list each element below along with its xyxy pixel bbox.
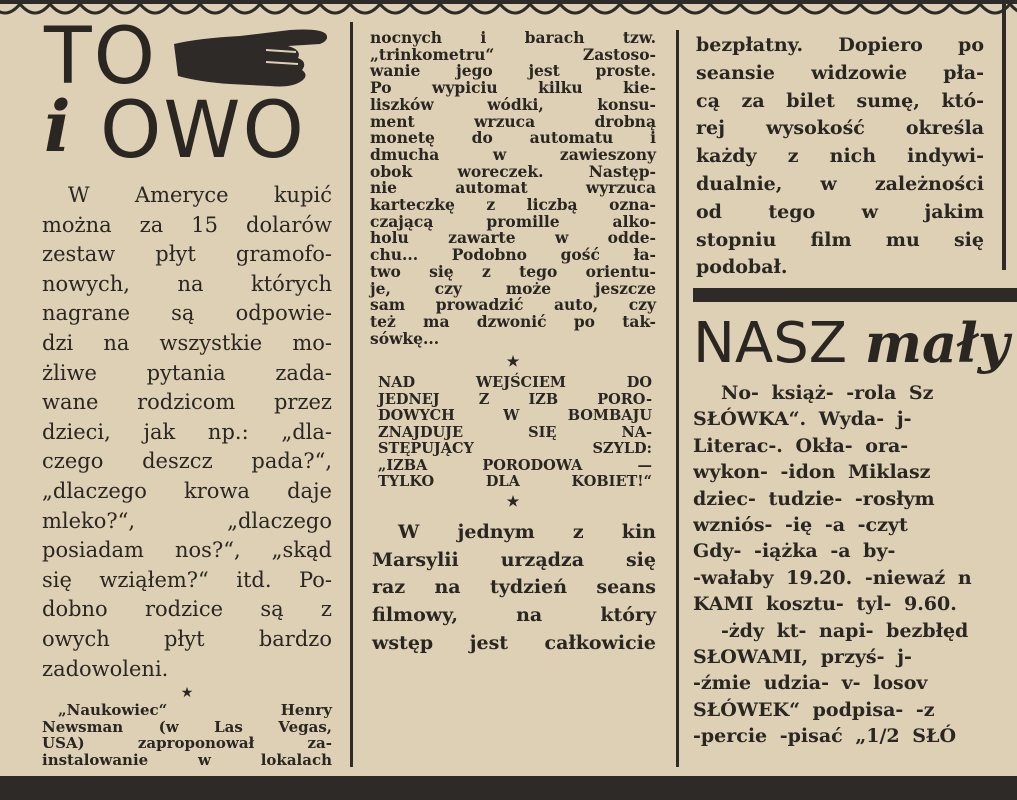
scallop-arc bbox=[470, 4, 500, 13]
scallop-arc bbox=[800, 4, 830, 13]
scallop-arc bbox=[920, 4, 950, 13]
text-line: TYLKO DLA KOBIET!“ bbox=[378, 473, 652, 491]
scallop-arc bbox=[590, 4, 620, 13]
heading-nasz: NASZ bbox=[693, 311, 848, 376]
text-line: W Ameryce kupić bbox=[68, 183, 332, 207]
text-line: DOWYCH W BOMBAJU bbox=[378, 407, 652, 425]
bottom-rule bbox=[0, 776, 1017, 800]
star-separator: ★ bbox=[506, 354, 520, 371]
nasz-maly-heading bbox=[693, 311, 1010, 376]
heading-i: i bbox=[44, 85, 71, 168]
text-line: karteczkę z liczbą ozna- bbox=[370, 195, 656, 215]
text-line: rej wysokość określa bbox=[696, 117, 984, 140]
text-line: wanie jego jest proste. bbox=[370, 61, 656, 81]
article-paragraph bbox=[42, 181, 332, 684]
text-line: chu... Podobno gość ła- bbox=[370, 245, 656, 265]
text-line: bezpłatny. Dopiero po bbox=[696, 34, 984, 56]
text-line: holu zawarte w odde- bbox=[370, 228, 656, 248]
scallop-arc bbox=[740, 4, 770, 13]
text-line: STĘPUJĄCY SZYLD: bbox=[378, 440, 652, 458]
text-line: liszków wódki, konsu- bbox=[370, 94, 656, 114]
text-line: Po wypiciu kilku kie- bbox=[370, 78, 656, 98]
scallop-arc bbox=[410, 4, 440, 13]
text-line: nie automat wyrzuca bbox=[370, 178, 656, 198]
article-paragraph bbox=[696, 32, 984, 282]
text-line: „trinkometru“ Zastoso- bbox=[370, 44, 656, 64]
note-paragraph bbox=[42, 702, 332, 768]
text-line: USA) zaproponował za- bbox=[42, 734, 332, 753]
text-line: -percie -pisać „1/2 SŁÓ bbox=[693, 725, 957, 748]
heading-to: TO bbox=[44, 12, 158, 102]
text-line: KAMI kosztu- tyl- 9.60. bbox=[693, 593, 957, 616]
text-line: W jednym z kin bbox=[398, 520, 656, 543]
text-line: monetę do automatu i bbox=[370, 128, 656, 148]
text-line: Gdy- -iążka -a by- bbox=[693, 540, 896, 563]
text-line: two się z tego orientu- bbox=[370, 261, 656, 281]
text-line: stopniu film mu się bbox=[696, 228, 984, 251]
scallop-arc bbox=[620, 4, 650, 13]
scallop-arc bbox=[260, 4, 290, 13]
text-line: obok woreczek. Następ- bbox=[370, 161, 656, 181]
text-line: No- książ- -rola Sz bbox=[721, 382, 934, 404]
text-line: „Naukowiec“ Henry bbox=[58, 701, 332, 720]
scallop-arc bbox=[290, 4, 320, 13]
text-line: filmowy, na który bbox=[372, 604, 656, 627]
text-line: wstęp jest całkowicie bbox=[372, 632, 656, 655]
scallop-arc bbox=[230, 4, 260, 13]
article-column-1 bbox=[42, 181, 332, 768]
column-rule-3 bbox=[1002, 0, 1006, 270]
text-line: je, czy może jeszcze bbox=[370, 278, 656, 298]
text-line: od tego w jakim bbox=[696, 200, 984, 223]
text-line: się wziąłem?“ itd. Po- bbox=[42, 567, 332, 592]
scallop-arc bbox=[830, 4, 860, 13]
scallop-arc bbox=[170, 4, 200, 13]
scallop-arc bbox=[200, 4, 230, 13]
heading-maly: mały bbox=[864, 311, 1010, 375]
text-line: wane rodzicom przez bbox=[42, 390, 332, 415]
text-line: seansie widzowie pła- bbox=[696, 61, 984, 84]
text-line: „IZBA PORODOWA — bbox=[378, 456, 652, 474]
scallop-arc bbox=[560, 4, 590, 13]
scallop-arc bbox=[380, 4, 410, 13]
scallop-arc bbox=[440, 4, 470, 13]
text-line: mleko?“, „dlaczego bbox=[42, 508, 332, 533]
text-line: dualnie, w zależności bbox=[696, 172, 984, 195]
star-separator: ★ bbox=[180, 685, 194, 702]
article-paragraph bbox=[370, 30, 656, 347]
pointing-hand-icon bbox=[170, 24, 332, 92]
text-line: zestaw płyt gramofo- bbox=[42, 242, 332, 267]
text-line: dzieci, jak np.: „dla- bbox=[42, 419, 332, 444]
text-line: można za 15 dolarów bbox=[42, 212, 332, 237]
text-line: nowych, na których bbox=[42, 271, 332, 296]
text-line: dobno rodzice są z bbox=[42, 597, 332, 622]
text-line: instalowanie w lokalach bbox=[42, 750, 332, 769]
text-line: -żdy kt- napi- bezbłęd bbox=[721, 619, 969, 642]
text-line: czającą promille alko- bbox=[370, 211, 656, 231]
text-line: Literac-. Okła- ora- bbox=[693, 434, 909, 457]
text-line: dzi na wszystkie mo- bbox=[42, 330, 332, 355]
text-line: SŁOWAMI, przyś- j- bbox=[693, 646, 912, 669]
star-separator: ★ bbox=[506, 493, 520, 510]
scallop-arc bbox=[530, 4, 560, 13]
column-rule-2 bbox=[676, 30, 679, 767]
text-line: posiadam nos?“, „skąd bbox=[42, 538, 332, 563]
text-line: wzniós- -ię -a -czyt bbox=[693, 514, 908, 537]
text-line: -wałaby 19.20. -niewaź n bbox=[693, 566, 972, 589]
text-line: nagrane są odpowie- bbox=[42, 301, 332, 326]
scallop-arc bbox=[650, 4, 680, 13]
text-line: sówkę... bbox=[370, 328, 440, 348]
scallop-arc bbox=[1010, 4, 1017, 13]
text-line: „dlaczego krowa daje bbox=[42, 478, 332, 503]
text-line: dmucha w zawieszony bbox=[370, 144, 656, 164]
text-line: JEDNEJ Z IZB PORO- bbox=[378, 390, 652, 408]
text-line: żliwe pytania zada- bbox=[42, 360, 332, 385]
article-column-3 bbox=[696, 32, 984, 282]
text-line: Marsylii urządza się bbox=[372, 548, 656, 571]
scallop-arc bbox=[350, 4, 380, 13]
scallop-arc bbox=[0, 4, 20, 13]
article-column-2 bbox=[370, 30, 656, 658]
text-line: dziec- tudzie- -rosłym bbox=[693, 487, 935, 510]
scallop-arc bbox=[320, 4, 350, 13]
text-line: każdy z nich indywi- bbox=[696, 145, 984, 168]
heading-owo: OWO bbox=[100, 86, 306, 176]
text-line: nocnych i barach tzw. bbox=[370, 28, 656, 47]
column-rule-1 bbox=[350, 22, 353, 767]
article-column-4 bbox=[693, 380, 1017, 750]
text-line: ment wrzuca drobną bbox=[370, 111, 656, 131]
text-line: SŁÓWKA“. Wyda- j- bbox=[693, 408, 912, 431]
text-line: Newsman (w Las Vegas, bbox=[42, 717, 332, 736]
scallop-arc bbox=[890, 4, 920, 13]
scallop-arc bbox=[860, 4, 890, 13]
scallop-arc bbox=[950, 4, 980, 13]
text-line: -źmie udzia- v- losov bbox=[693, 672, 928, 695]
text-line: cą za bilet sumę, któ- bbox=[696, 89, 984, 112]
text-line: NAD WEJŚCIEM DO bbox=[378, 374, 652, 392]
section-divider-bar bbox=[693, 288, 1017, 302]
scallop-arc bbox=[680, 4, 710, 13]
text-line: SŁÓWEK“ podpisa- -z bbox=[693, 698, 935, 721]
caps-paragraph bbox=[370, 375, 656, 491]
scallop-arc bbox=[710, 4, 740, 13]
text-line: czego deszcz pada?“, bbox=[42, 449, 332, 474]
text-line: ZNAJDUJE SIĘ NA- bbox=[378, 423, 652, 441]
article-paragraph bbox=[693, 380, 1017, 750]
text-line: zadowoleni. bbox=[42, 656, 169, 681]
text-line: raz na tydzień seans bbox=[372, 576, 656, 599]
big-paragraph bbox=[370, 519, 656, 658]
text-line: wykon- -idon Miklasz bbox=[693, 461, 931, 484]
scallop-arc bbox=[500, 4, 530, 13]
text-line: owych płyt bardzo bbox=[42, 626, 332, 651]
text-line: też ma dzwonić po tak- bbox=[370, 311, 656, 331]
text-line: sam prowadzić auto, czy bbox=[370, 295, 656, 315]
scallop-arc bbox=[770, 4, 800, 13]
text-line: podobał. bbox=[696, 256, 788, 279]
